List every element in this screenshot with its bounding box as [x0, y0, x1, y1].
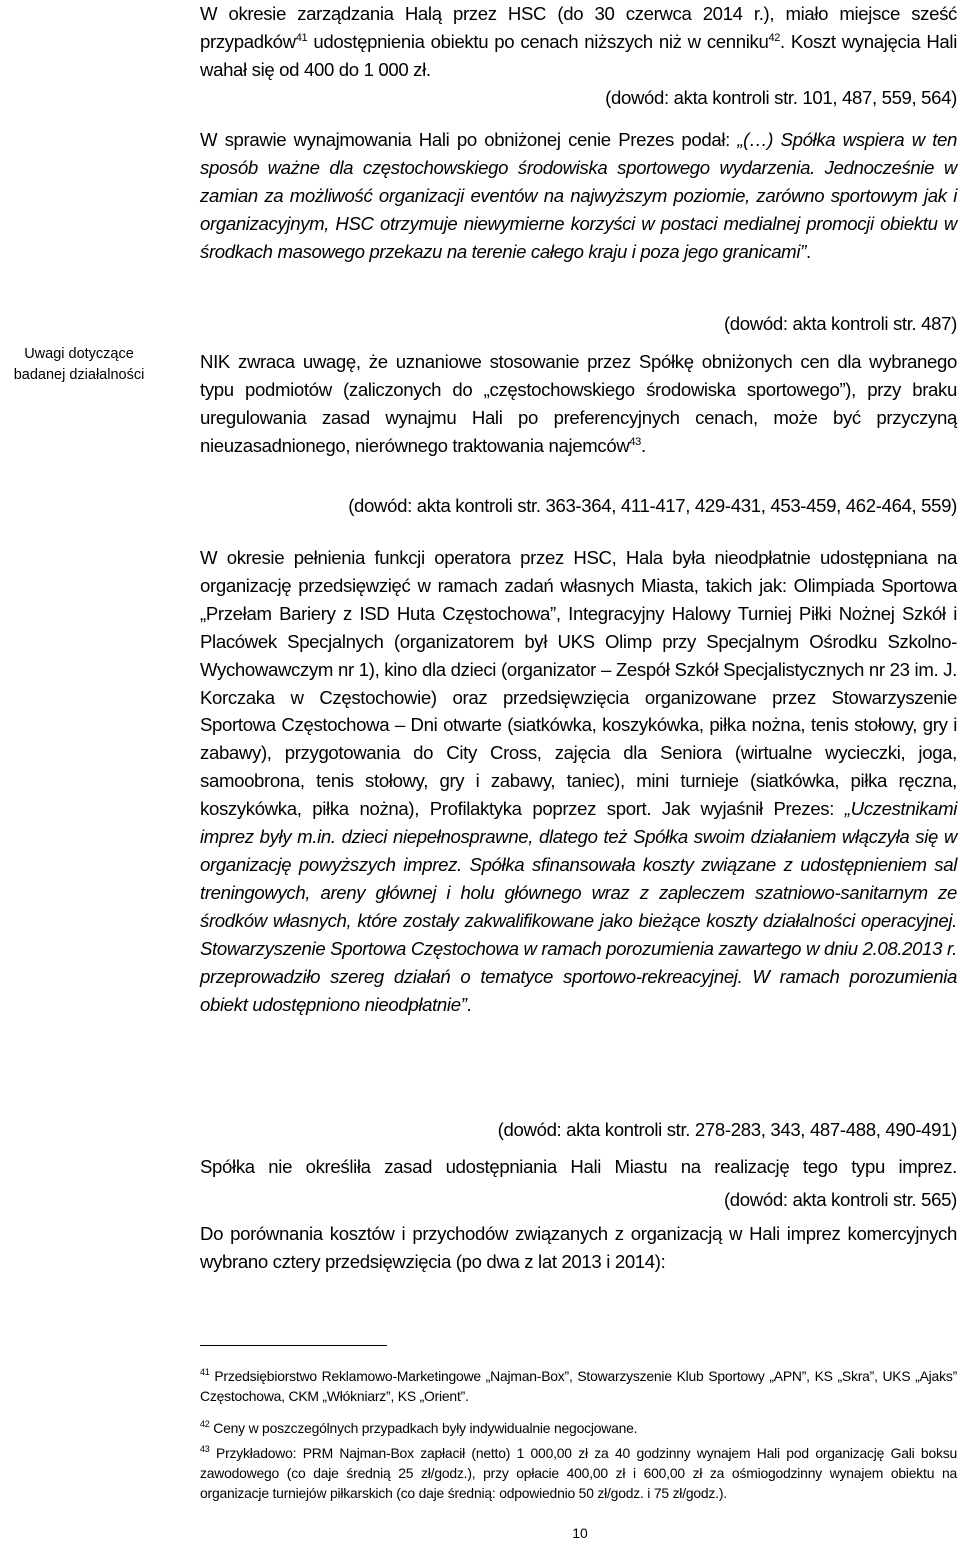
p2-text-b: . — [805, 240, 811, 262]
p3-text-b: . — [640, 434, 646, 456]
p4-text-a: W okresie pełnienia funkcji operatora przez HSC, Hala była nieodpłatnie udostępniana na organizację przedsięwzięć w ramach zadań własnych Miasta, takich jak: Olimpiada Sportowa „Przełam Bariery z ISD Huta Częstochowa”, Integracyjny Halowy Turniej Piłki Nożnej Szkół i Placówek Specjalnych (organizatorem był UKS Olimp przy Specjalnym Ośrodku Szkolno-Wychowawczym nr 1), kino dla dzieci (organizator – Zespół Szkół Specjalistycznych nr 23 im. J. Korczaka w Częstochowie) oraz przedsięwzięcia organizowane przez Stowarzyszenie Sportowa Częstochowa – Dni otwarte (siatkówka, koszykówka, piłka nożna, tenis stołowy, gry i zabawy), przygotowania do City Cross, zajęcia dla Seniora (wirtualne wycieczki, joga, samoobrona, tenis stołowy, gry i zabawy, taniec), mini turnieje (siatkówka, piłka ręczna, koszykówka, piłka nożna), Profilaktyka poprzez sport. Jak wyjaśnił Prezes: — [200, 547, 957, 820]
evidence-ref-1: (dowód: akta kontroli str. 101, 487, 559, 564) — [605, 87, 957, 108]
footnote-41-number: 41 — [200, 1367, 210, 1377]
p2-quote: „(…) Spółka wspiera w ten sposób ważne dla częstochowskiego środowiska sportowego wydarzenia. Jednocześnie w zamian za możliwość organizacji eventów na najwyższym poziomie, zarówno sportowym jak i organizacyjnym, HSC otrzymuje niewymierne korzyści w postaci medialnej promocji obiektu w środkach masowego przekazu na terenie całego kraju i poza jego granicami” — [200, 129, 957, 262]
p2-text-a: W sprawie wynajmowania Hali po obniżonej cenie Prezes podał: — [200, 129, 738, 150]
paragraph-hall-discount-cases — [200, 0, 957, 84]
footnote-41 — [200, 1366, 957, 1406]
footnote-separator — [200, 1345, 387, 1346]
margin-note: Uwagi dotyczące badanej działalności — [13, 346, 145, 383]
p1-text-b: udostępnienia obiektu po cenach niższych niż w cenniku — [307, 30, 769, 52]
footnote-43 — [200, 1443, 957, 1503]
paragraph-no-rules: Spółka nie określiła zasad udostępniania Hali Miastu na realizację tego typu imprez. — [200, 1156, 957, 1177]
footnote-42-number: 42 — [200, 1419, 210, 1429]
paragraph-free-use-events — [200, 544, 957, 1018]
page-number: 10 — [572, 1525, 588, 1541]
evidence-ref-2: (dowód: akta kontroli str. 487) — [723, 313, 957, 334]
paragraph-nik-remark — [200, 348, 957, 460]
evidence-ref-3: (dowód: akta kontroli str. 363-364, 411-417, 429-431, 453-459, 462-464, 559) — [348, 495, 957, 516]
paragraph-president-statement — [200, 126, 957, 266]
footnote-ref-41[interactable]: 41 — [295, 31, 308, 44]
p4-text-b: . — [466, 993, 472, 1015]
footnote-43-number: 43 — [200, 1444, 210, 1454]
p1-text-a: W okresie zarządzania Halą przez HSC (do 30 czerwca 2014 r.), miało miejsce sześć przypadków — [200, 3, 957, 52]
p3-text-a: NIK zwraca uwagę, że uznaniowe stosowanie przez Spółkę obniżonych cen dla wybranego typu podmiotów (zaliczonych do „częstochowskiego środowiska sportowego”), przy braku uregulowania zasad wynajmu Hali po preferencyjnych cenach, może być przyczyną nieuzasadnionego, nierównego traktowania najemców — [200, 351, 957, 456]
evidence-ref-5: (dowód: akta kontroli str. 565) — [723, 1189, 957, 1210]
footnote-43-text: Przykładowo: PRM Najman-Box zapłacił (netto) 1 000,00 zł za 40 godzinny wynajem Hali pod organizację Gali boksu zawodowego (co daje średnią 25 zł/godz.), przy opłacie 400,00 zł i 600,00 zł za ośmiogodzinny wynajem obiektu na organizacje turniejów piłkarskich (co daje średnią: odpowiednio 50 zł/godz. i 75 zł/godz.). — [200, 1445, 957, 1501]
footnote-ref-43[interactable]: 43 — [629, 435, 641, 448]
footnote-ref-42[interactable]: 42 — [768, 31, 781, 44]
p1-text-c: . Koszt wynajęcia Hali wahał się od 400 do 1 000 zł. — [200, 30, 957, 80]
evidence-ref-4: (dowód: akta kontroli str. 278-283, 343, 487-488, 490-491) — [497, 1119, 957, 1140]
paragraph-cost-comparison: Do porównania kosztów i przychodów związanych z organizacją w Hali imprez komercyjnych wybrano cztery przedsięwzięcia (po dwa z lat 2013 i 2014): — [200, 1223, 957, 1272]
footnote-42-text: Ceny w poszczególnych przypadkach były indywidualnie negocjowane. — [209, 1420, 638, 1436]
p4-quote: „Uczestnikami imprez były m.in. dzieci niepełnosprawne, dlatego też Spółka swoim działaniem włączyła się w organizację powyższych imprez. Spółka sfinansowała koszty związane z udostępnieniem sal treningowych, areny głównej i holu głównego wraz z zapleczem szatniowo-sanitarnym ze środków własnych, które zostały zakwalifikowane jako bieżące koszty działalności operacyjnej. Stowarzyszenie Sportowa Częstochowa w ramach porozumienia zawartego w dniu 2.08.2013 r. przeprowadziło szereg działań o tematyce sportowo-rekreacyjnej. W ramach porozumienia obiekt udostępniono nieodpłatnie” — [200, 798, 957, 1015]
footnote-42 — [200, 1418, 957, 1438]
footnote-41-text: Przedsiębiorstwo Reklamowo-Marketingowe „Najman-Box”, Stowarzyszenie Klub Sportowy „APN”, KS „Skra”, UKS „Ajaks” Częstochowa, CKM „Włókniarz”, KS „Orient”. — [200, 1368, 957, 1404]
